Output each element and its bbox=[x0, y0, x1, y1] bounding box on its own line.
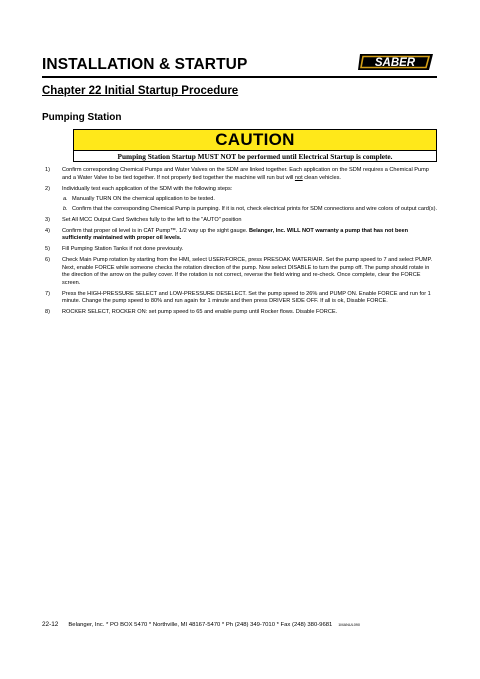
step-number: 2) bbox=[45, 185, 50, 192]
substep-b bbox=[62, 206, 437, 214]
step-text: Press the HIGH-PRESSURE SELECT and LOW-PRESSURE DESELECT. Set the pump speed to 26% and PUMP ON. Enable FORCE and run for 1 minute. Change the pump speed to 80% and run again for 1 minute and then press DRIVER SIDE OFF. If all is ok, Disable FORCE. bbox=[62, 290, 431, 304]
step-4 bbox=[42, 228, 437, 243]
substep-text: Confirm that the corresponding Chemical Pump is pumping. If it is not, check electrical prints for SDM connections and wire colors of output card(s). bbox=[72, 205, 437, 212]
warranty-warning: Belanger, Inc. WILL NOT warranty a pump that has not been sufficiently maintained with proper oil levels. bbox=[62, 227, 408, 241]
step-text: Check Main Pump rotation by starting from the HMI, select USER/FORCE, press PRESOAK WATER/AIR. Set the pump speed to 7 and select PUMP. Next, enable FORCE while someone checks the rotation direction of the pump. Now select DISABLE to turn the pump off. The pump should rotate in the direction of the arrow on the pulley cover. If the rotation is not correct, reverse the field wiring and re-check. Once complete, clear the FORCE screen. bbox=[62, 257, 433, 286]
section-title: Pumping Station bbox=[42, 112, 122, 123]
step-3 bbox=[42, 217, 437, 225]
step-5 bbox=[42, 246, 437, 254]
step-number: 1) bbox=[45, 167, 50, 173]
step-number: 4) bbox=[45, 227, 50, 234]
step-number: 5) bbox=[45, 246, 50, 252]
substep-letter: a. bbox=[63, 195, 68, 202]
saber-logo bbox=[357, 52, 436, 72]
chapter-title: Chapter 22 Initial Startup Procedure bbox=[42, 85, 239, 97]
substep-text: Manually TURN ON the chemical application to be tested. bbox=[72, 195, 215, 202]
substep-a bbox=[62, 196, 437, 204]
step-2 bbox=[42, 186, 437, 214]
saber-logo-text: SABER bbox=[374, 57, 416, 69]
step-text: Individually test each application of the SDM with the following steps: a. Manually TURN ON the chemical application to be tested. b. Confirm that the corresponding Chemical Pump is pumping. If it is not, check electrical prints for SDM connections and wire colors of output card(s). bbox=[62, 185, 437, 212]
step-text: Set All MCC Output Card Switches fully to the left to the "AUTO" position bbox=[62, 216, 242, 223]
step-text: Confirm corresponding Chemical Pumps and Water Valves on the SDM are linked together. Each application on the SDM requires a Chemical Pump and a Water Valve to be tied together. If not properly tied together the machine will run but will not clean vehicles. bbox=[62, 167, 429, 181]
caution-banner bbox=[74, 130, 436, 151]
step-7 bbox=[42, 291, 437, 306]
step-text: Fill Pumping Station Tanks if not done previously. bbox=[62, 246, 184, 252]
page-footer bbox=[42, 621, 437, 628]
caution-text: Pumping Station Startup MUST NOT be performed until Electrical Startup is complete. bbox=[117, 152, 393, 161]
step-8 bbox=[42, 309, 437, 317]
caution-box bbox=[73, 129, 437, 162]
startup-steps-list bbox=[42, 167, 437, 320]
step-text: ROCKER SELECT, ROCKER ON: set pump speed to 65 and enable pump until Rocker flows. Disable FORCE. bbox=[62, 309, 338, 315]
step-number: 7) bbox=[45, 290, 50, 297]
substep-letter: b. bbox=[63, 205, 68, 212]
page-number: 22-12 bbox=[42, 621, 59, 628]
step-6 bbox=[42, 257, 437, 287]
step-text: Confirm that proper oil level is in CAT Pump™. 1/2 way up the sight gauge. Belanger, Inc. WILL NOT warranty a pump that has not been sufficiently maintained with proper oil levels. bbox=[62, 227, 408, 241]
step-1 bbox=[42, 167, 437, 182]
manual-code: 1MANUL090 bbox=[338, 623, 361, 627]
step-number: 3) bbox=[45, 216, 50, 223]
step-number: 8) bbox=[45, 309, 50, 315]
footer-address: Belanger, Inc. * PO BOX 5470 * Northville, MI 48167-5470 * Ph (248) 349-7010 * Fax (248) 380-9681 bbox=[68, 622, 333, 628]
step-number: 6) bbox=[45, 257, 50, 263]
page-header-title: INSTALLATION & STARTUP bbox=[42, 56, 248, 73]
caution-heading: CAUTION bbox=[215, 130, 295, 149]
header-rule bbox=[42, 76, 437, 78]
